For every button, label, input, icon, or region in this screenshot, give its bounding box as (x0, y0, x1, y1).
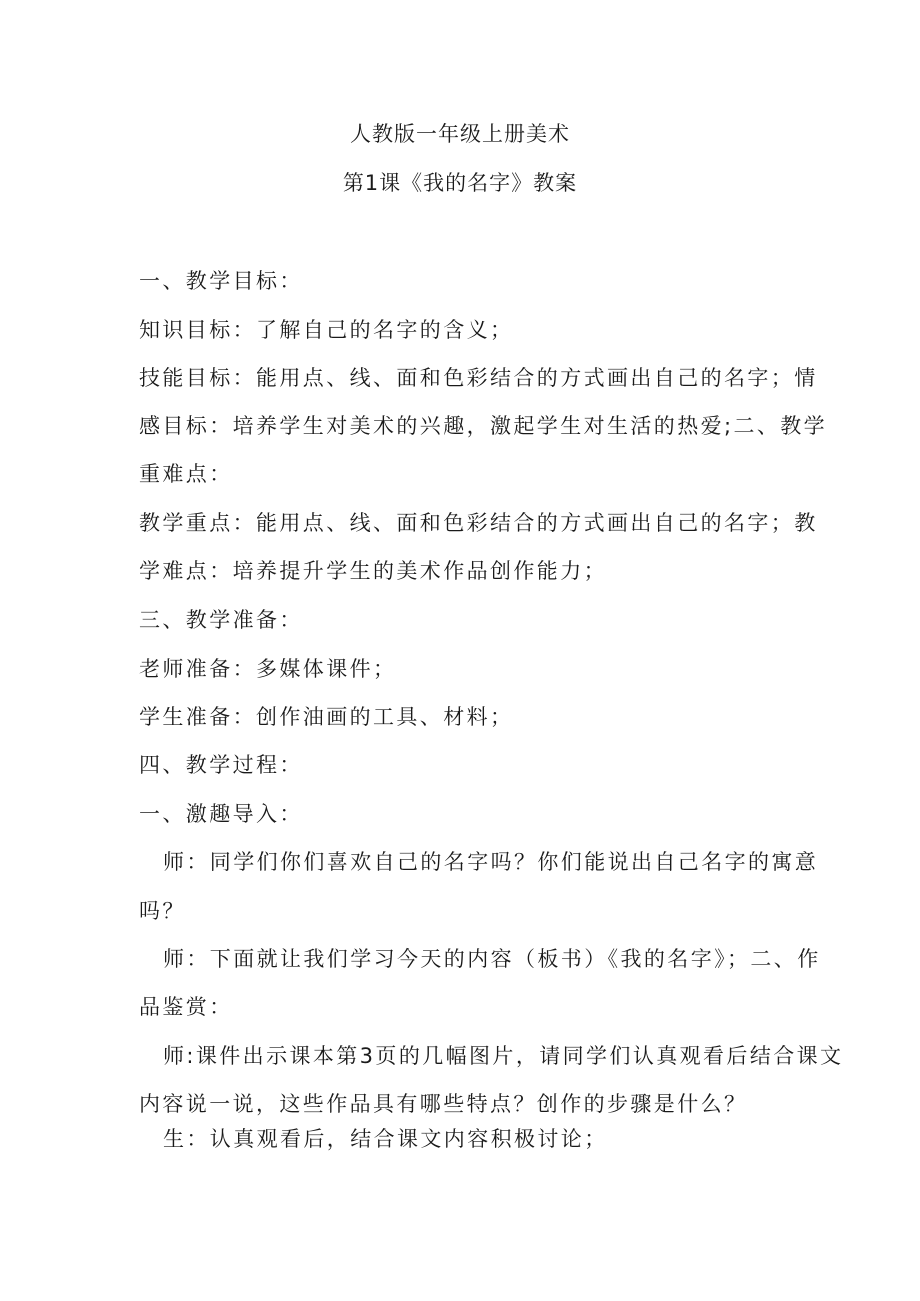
paragraph-line: 吗？ (139, 899, 186, 923)
paragraph-line: 知识目标：了解自己的名字的含义； (139, 318, 514, 342)
paragraph-line: 老师准备：多媒体课件； (139, 657, 397, 681)
paragraph-line: 学生准备：创作油画的工具、材料； (139, 705, 514, 729)
paragraph-line: 学难点：培养提升学生的美术作品创作能力； (139, 559, 607, 583)
section-heading-objectives: 一、教学目标： (139, 269, 303, 293)
paragraph-line: 内容说一说，这些作品具有哪些特点？创作的步骤是什么？ (139, 1092, 748, 1116)
paragraph-line: 师：同学们你们喜欢自己的名字吗？你们能说出自己名字的寓意 (163, 850, 819, 874)
paragraph-line: 重难点： (139, 462, 233, 486)
paragraph-line: 师:课件出示课本第3页的几幅图片，请同学们认真观看后结合课文 (163, 1044, 844, 1068)
paragraph-line: 感目标：培养学生对美术的兴趣，激起学生对生活的热爱;二、教学 (139, 414, 828, 438)
paragraph-line: 技能目标：能用点、线、面和色彩结合的方式画出自己的名字；情 (139, 366, 818, 390)
document-title: 人教版一年级上册美术 (350, 122, 570, 146)
paragraph-line: 教学重点：能用点、线、面和色彩结合的方式画出自己的名字；教 (139, 511, 818, 535)
section-heading-intro: 一、激趣导入： (139, 802, 303, 826)
paragraph-line: 生：认真观看后，结合课文内容积极讨论； (163, 1127, 608, 1151)
document-subtitle: 第1课《我的名字》教案 (342, 171, 578, 195)
section-heading-preparation: 三、教学准备： (139, 608, 303, 632)
section-heading-process: 四、教学过程： (139, 753, 303, 777)
paragraph-line: 品鉴赏： (139, 995, 233, 1019)
paragraph-line: 师：下面就让我们学习今天的内容（板书）《我的名字》；二、作 (163, 947, 821, 971)
